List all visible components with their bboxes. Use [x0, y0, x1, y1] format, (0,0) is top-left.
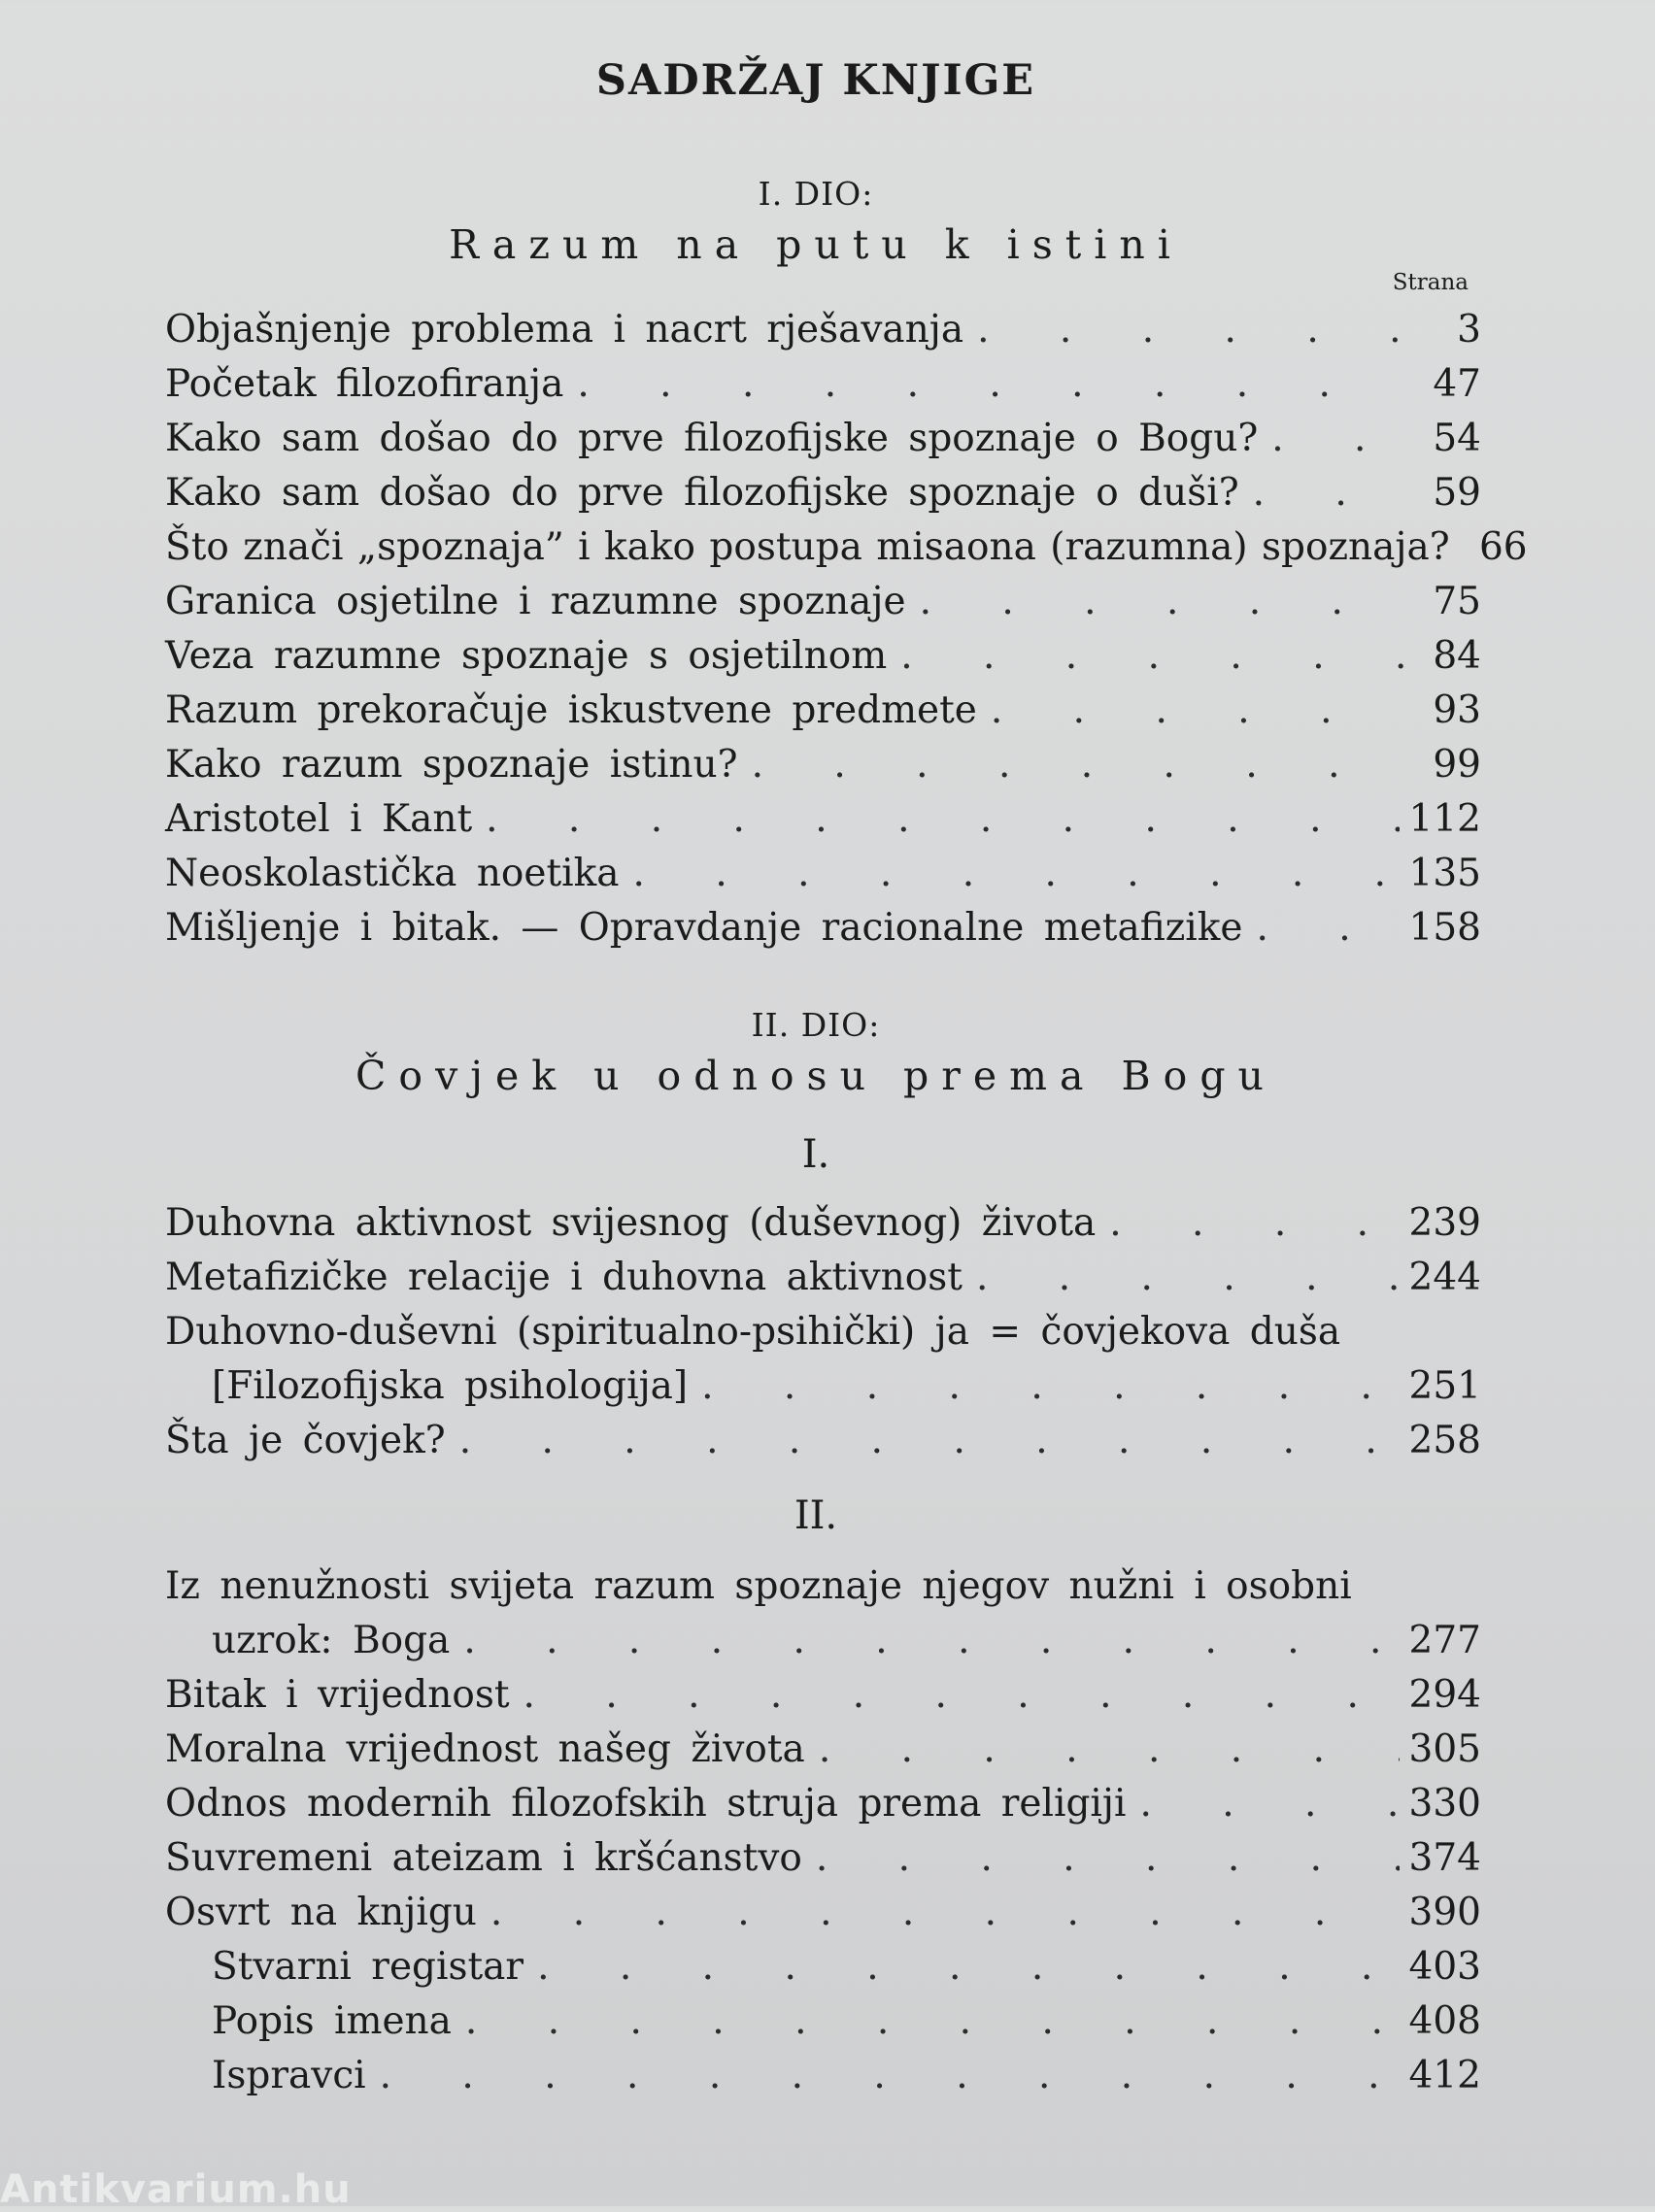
entry-page: 403: [1408, 1945, 1481, 1989]
toc-entry[interactable]: [165, 684, 1481, 738]
entry-title: Razum prekoračuje iskustvene predmete: [165, 688, 977, 732]
part1-title: Razum na putu k istini: [449, 221, 1183, 268]
leader-dots: [524, 1940, 1399, 1994]
entry-page: 244: [1408, 1256, 1481, 1299]
entry-title: Ispravci: [212, 2054, 366, 2097]
entry-page: 294: [1408, 1673, 1481, 1717]
entry-title: Popis imena: [212, 1999, 452, 2043]
toc-entry[interactable]: [165, 792, 1481, 847]
entry-title: Mišljenje i bitak. — Opravdanje racionalne metafizike: [165, 906, 1243, 950]
leader-dots: [906, 575, 1403, 629]
entry-title: Početak filozofiranja: [165, 362, 564, 406]
leader-dots: [1258, 412, 1403, 466]
leader-dots: [805, 1723, 1400, 1777]
entry-title: Bitak i vrijednost: [165, 1673, 510, 1717]
toc-sub-entry[interactable]: [165, 2049, 1481, 2103]
entry-title: Što znači „spoznaja” i kako postupa misaona (razumna) spoznaja?: [165, 525, 1450, 569]
toc-entry[interactable]: [165, 1305, 1481, 1359]
leader-dots: [887, 629, 1403, 684]
entry-title: Kako sam došao do prve filozofijske spoznaje o Bogu?: [165, 417, 1259, 460]
section2-heading: II.: [794, 1493, 838, 1538]
leader-dots: [977, 684, 1403, 738]
toc-entry-continuation[interactable]: [165, 1359, 1481, 1414]
entry-title: Odnos modernih filozofskih struja prema religiji: [165, 1782, 1127, 1826]
entry-title: Duhovna aktivnost svijesnog (duševnog) života: [165, 1201, 1097, 1245]
entry-page: 93: [1433, 688, 1481, 732]
leader-dots: [477, 1886, 1400, 1940]
page-title: SADRŽAJ KNJIGE: [595, 56, 1036, 105]
entry-title: Metafizičke relacije i duhovna aktivnost: [165, 1256, 963, 1299]
entry-title: Moralna vrijednost našeg života: [165, 1727, 805, 1771]
entry-page: 305: [1408, 1727, 1481, 1771]
entry-page: 3: [1457, 308, 1481, 352]
toc-part2-section2: [165, 1559, 1481, 2103]
toc-entry[interactable]: [165, 738, 1481, 792]
leader-dots: [963, 303, 1403, 357]
toc-sub-entry[interactable]: [165, 1994, 1481, 2049]
toc-entry[interactable]: [165, 466, 1481, 520]
toc-entry-continuation[interactable]: [165, 1614, 1481, 1668]
leader-dots: [688, 1359, 1399, 1414]
toc-entry[interactable]: [165, 1886, 1481, 1940]
toc-entry[interactable]: [165, 1777, 1481, 1831]
leader-dots: [620, 847, 1400, 901]
leader-dots: [963, 1251, 1400, 1305]
entry-page: 374: [1408, 1836, 1481, 1880]
entry-page: 84: [1433, 634, 1481, 678]
entry-page: 66: [1478, 525, 1528, 569]
entry-page: 59: [1433, 471, 1481, 515]
toc-entry[interactable]: [165, 1668, 1481, 1723]
entry-page: 54: [1433, 417, 1481, 460]
leader-dots: [1239, 466, 1403, 520]
entry-title: Veza razumne spoznaje s osjetilnom: [165, 634, 888, 678]
toc-part1: [165, 303, 1528, 955]
toc-entry[interactable]: [165, 1251, 1481, 1305]
entry-title: Iz nenužnosti svijeta razum spoznaje njegov nužni i osobni: [165, 1564, 1352, 1608]
entry-page: 251: [1408, 1364, 1481, 1408]
entry-page: 112: [1408, 797, 1481, 841]
entry-page: 135: [1408, 852, 1481, 895]
leader-dots: [1242, 901, 1399, 955]
entry-title-continuation: uzrok: Boga: [212, 1619, 451, 1662]
toc-sub-entry[interactable]: [165, 1940, 1481, 1994]
toc-entry[interactable]: [165, 1414, 1481, 1468]
entry-title: Aristotel i Kant: [165, 797, 473, 841]
toc-entry[interactable]: [165, 520, 1528, 575]
entry-page: 75: [1433, 580, 1481, 623]
strana-label: Strana: [1392, 270, 1469, 295]
toc-entry[interactable]: [165, 1831, 1481, 1886]
entry-page: 277: [1408, 1619, 1481, 1662]
entry-title: Kako sam došao do prve filozofijske spoznaje o duši?: [165, 471, 1239, 515]
toc-entry[interactable]: [165, 357, 1481, 412]
entry-title: Duhovno-duševni (spiritualno-psihički) ja = čovjekova duša: [165, 1310, 1341, 1354]
entry-title: Osvrt na knjigu: [165, 1891, 477, 1934]
leader-dots: [563, 357, 1403, 412]
toc-entry[interactable]: [165, 575, 1481, 629]
entry-page: 390: [1408, 1891, 1481, 1934]
entry-page: 99: [1433, 743, 1481, 787]
entry-title-continuation: [Filozofijska psihologija]: [212, 1364, 689, 1408]
part1-label: I. DIO:: [758, 175, 874, 213]
watermark: Antikvarium.hu: [0, 2167, 352, 2212]
toc-entry[interactable]: [165, 412, 1481, 466]
leader-dots: [446, 1414, 1400, 1468]
entry-title: Suvremeni ateizam i kršćanstvo: [165, 1836, 802, 1880]
toc-entry[interactable]: [165, 303, 1481, 357]
toc-entry[interactable]: [165, 847, 1481, 901]
section1-heading: I.: [801, 1132, 830, 1177]
leader-dots: [1096, 1196, 1399, 1251]
entry-page: 47: [1433, 362, 1481, 406]
toc-entry[interactable]: [165, 629, 1481, 684]
toc-entry[interactable]: [165, 901, 1481, 955]
toc-entry[interactable]: [165, 1723, 1481, 1777]
entry-page: 258: [1408, 1419, 1481, 1462]
leader-dots: [510, 1668, 1400, 1723]
entry-page: 412: [1408, 2054, 1481, 2097]
part2-label: II. DIO:: [751, 1006, 881, 1044]
leader-dots: [366, 2049, 1400, 2103]
entry-page: 330: [1408, 1782, 1481, 1826]
part2-title: Čovjek u odnosu prema Bogu: [355, 1053, 1276, 1099]
entry-page: 408: [1408, 1999, 1481, 2043]
leader-dots: [472, 792, 1399, 847]
toc-entry[interactable]: [165, 1559, 1481, 1614]
entry-title: Objašnjenje problema i nacrt rješavanja: [165, 308, 964, 352]
entry-page: 158: [1408, 906, 1481, 950]
toc-entry[interactable]: [165, 1196, 1481, 1251]
entry-title: Neoskolastička noetika: [165, 852, 620, 895]
entry-title: Šta je čovjek?: [165, 1419, 446, 1462]
toc-part2-section1: [165, 1196, 1481, 1468]
leader-dots: [802, 1831, 1400, 1886]
leader-dots: [1126, 1777, 1399, 1831]
entry-title: Kako razum spoznaje istinu?: [165, 743, 738, 787]
leader-dots: [450, 1614, 1399, 1668]
leader-dots: [738, 738, 1403, 792]
leader-dots: [452, 1994, 1400, 2049]
entry-title: Stvarni registar: [212, 1945, 524, 1989]
entry-page: 239: [1408, 1201, 1481, 1245]
entry-title: Granica osjetilne i razumne spoznaje: [165, 580, 906, 623]
